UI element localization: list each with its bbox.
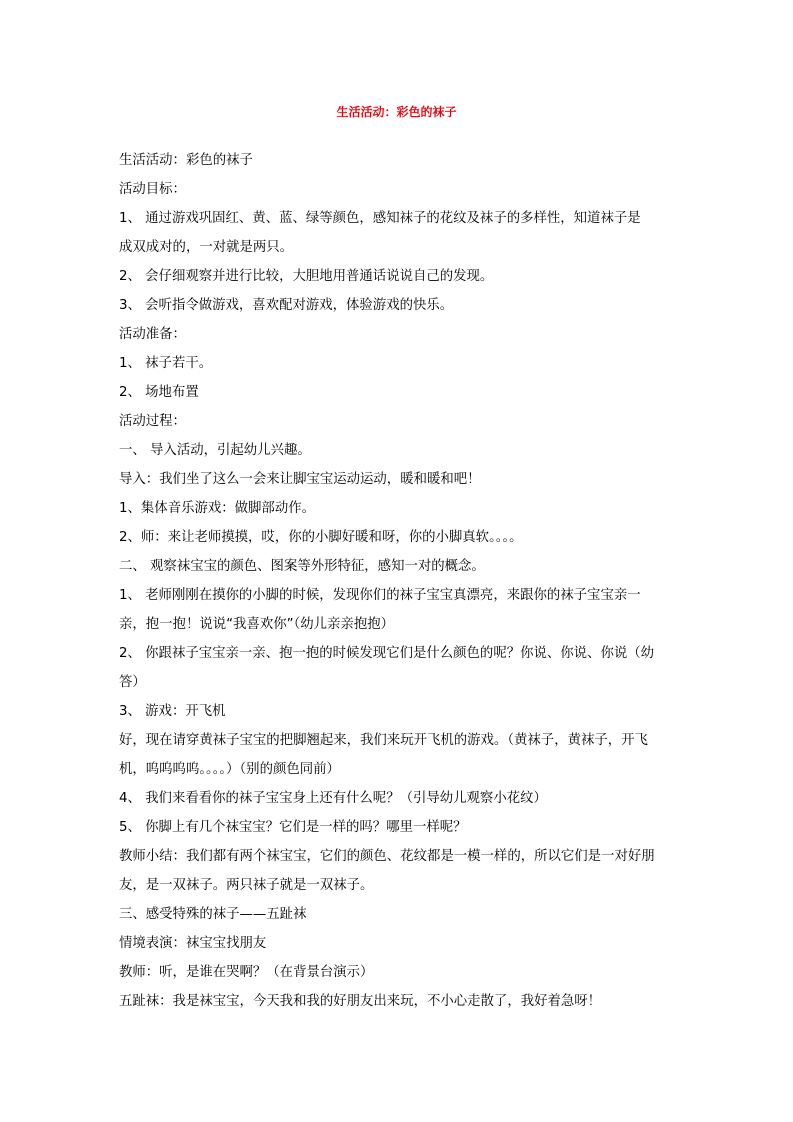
paragraph-line: 1、 老师刚刚在摸你的小脚的时候，发现你们的袜子宝宝真漂亮，来跟你的袜子宝宝亲一 <box>119 588 641 603</box>
paragraph-line: 二、 观察袜宝宝的颜色、图案等外形特征，感知一对的概念。 <box>119 559 485 574</box>
paragraph-line: 生活活动：彩色的袜子 <box>119 153 253 168</box>
paragraph-line: 3、 会听指令做游戏，喜欢配对游戏，体验游戏的快乐。 <box>119 298 454 313</box>
paragraph-line: 五趾袜：我是袜宝宝，今天我和我的好朋友出来玩，不小心走散了，我好着急呀！ <box>119 994 602 1009</box>
paragraph-line: 2、 场地布置 <box>119 385 199 400</box>
paragraph-line: 教师：听，是谁在哭啊？（在背景台演示） <box>119 965 374 980</box>
paragraph-line: 3、 游戏：开飞机 <box>119 704 226 719</box>
paragraph-line: 1、 袜子若干。 <box>119 356 213 371</box>
paragraph-line: 1、 通过游戏巩固红、黄、蓝、绿等颜色，感知袜子的花纹及袜子的多样性，知道袜子是 <box>119 211 641 226</box>
paragraph-line: 2、 你跟袜子宝宝亲一亲、抱一抱的时候发现它们是什么颜色的呢？你说、你说、你说（幼 <box>119 646 655 661</box>
paragraph-line: 2、师：来让老师摸摸，哎，你的小脚好暖和呀，你的小脚真软。。。。 <box>119 530 523 545</box>
paragraph-line: 成双成对的，一对就是两只。 <box>119 240 294 255</box>
paragraph-line: 5、 你脚上有几个袜宝宝？它们是一样的吗？哪里一样呢？ <box>119 820 467 835</box>
paragraph-line: 活动目标： <box>119 182 186 197</box>
paragraph-line: 亲，抱一抱！说说“我喜欢你”（幼儿亲亲抱抱） <box>119 617 394 632</box>
paragraph-line: 活动过程： <box>119 414 186 429</box>
paragraph-line: 友，是一双袜子。两只袜子就是一双袜子。 <box>119 878 374 893</box>
paragraph-line: 4、 我们来看看你的袜子宝宝身上还有什么呢？（引导幼儿观察小花纹） <box>119 791 547 806</box>
paragraph-line: 活动准备： <box>119 327 186 342</box>
paragraph-line: 教师小结：我们都有两个袜宝宝，它们的颜色、花纹都是一模一样的，所以它们是一对好朋 <box>119 849 655 864</box>
paragraph-line: 机，呜呜呜呜。。。。）（别的颜色同前） <box>119 762 340 777</box>
paragraph-line: 1、集体音乐游戏：做脚部动作。 <box>119 501 315 516</box>
paragraph-line: 好，现在请穿黄袜子宝宝的把脚翘起来，我们来玩开飞机的游戏。（黄袜子，黄袜子，开飞 <box>119 733 648 748</box>
document-title: 生活活动：彩色的袜子 <box>336 105 457 119</box>
document-body <box>119 146 679 1016</box>
paragraph-line: 三、感受特殊的袜子——五趾袜 <box>119 907 307 922</box>
paragraph-line: 2、 会仔细观察并进行比较，大胆地用普通话说说自己的发现。 <box>119 269 494 284</box>
paragraph-line: 导入：我们坐了这么一会来让脚宝宝运动运动，暖和暖和吧！ <box>119 472 481 487</box>
paragraph-line: 一、 导入活动，引起幼儿兴趣。 <box>119 443 311 458</box>
paragraph-line: 情境表演：袜宝宝找朋友 <box>119 936 267 951</box>
paragraph-line: 答） <box>119 675 146 690</box>
